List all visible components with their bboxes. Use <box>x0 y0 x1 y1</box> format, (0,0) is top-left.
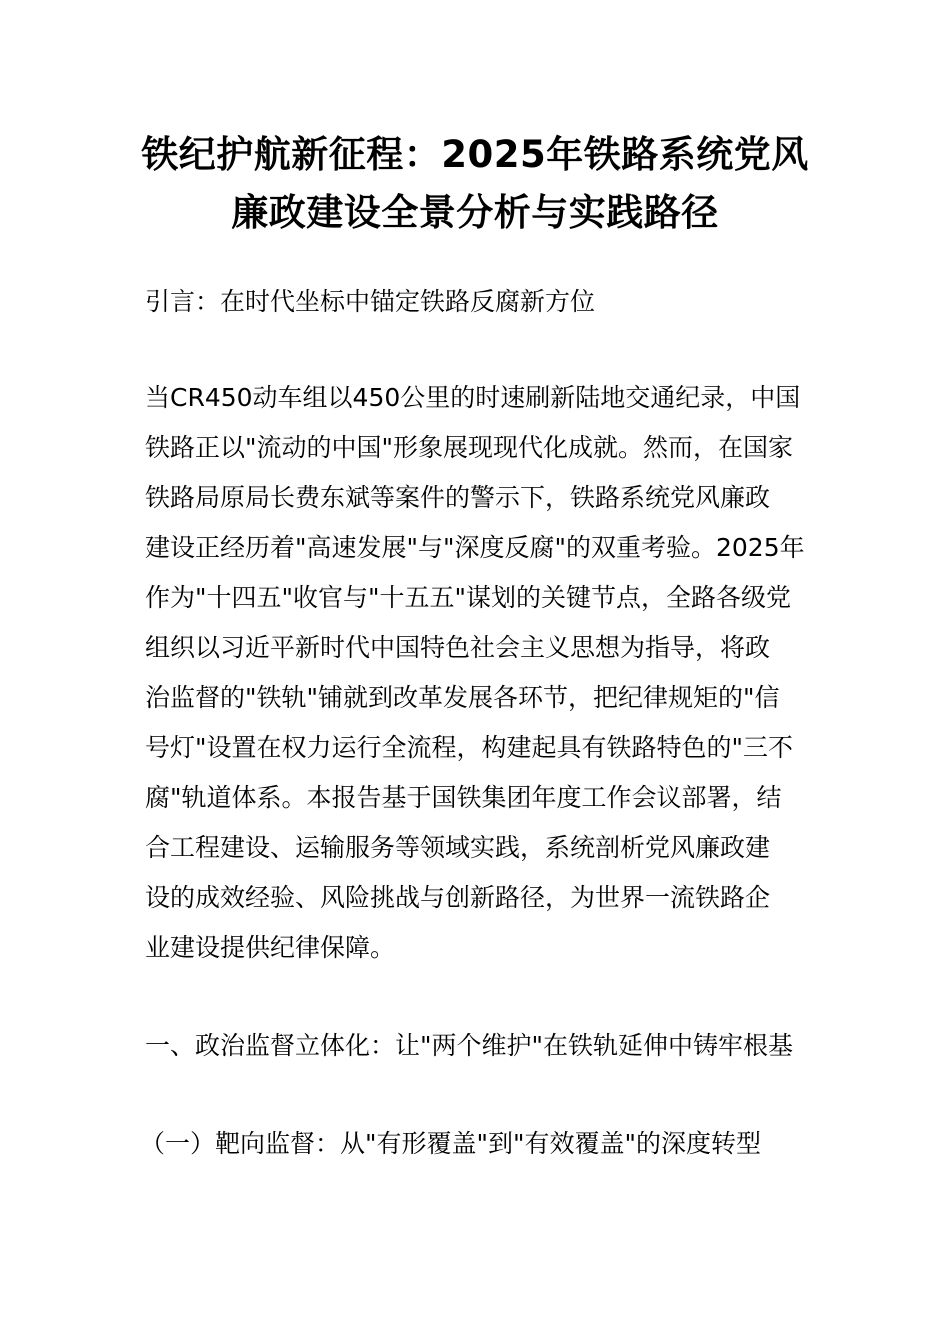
body-line: 治监督的"铁轨"铺就到改革发展各环节，把纪律规矩的"信 <box>145 683 780 712</box>
document-title-line-1: 铁纪护航新征程：2025年铁路系统党风 <box>141 133 809 176</box>
body-line: 腐"轨道体系。本报告基于国铁集团年度工作会议部署，结 <box>145 783 782 812</box>
body-line: 建设正经历着"高速发展"与"深度反腐"的双重考验。2025年 <box>145 533 805 562</box>
body-line: 作为"十四五"收官与"十五五"谋划的关键节点，全路各级党 <box>145 583 791 612</box>
subsection-heading: （一）靶向监督：从"有形覆盖"到"有效覆盖"的深度转型 <box>140 1129 761 1158</box>
body-line: 业建设提供纪律保障。 <box>145 933 396 962</box>
intro-heading: 引言：在时代坐标中锚定铁路反腐新方位 <box>145 287 596 316</box>
body-line: 设的成效经验、风险挑战与创新路径，为世界一流铁路企 <box>145 883 771 912</box>
section-heading: 一、政治监督立体化：让"两个维护"在铁轨延伸中铸牢根基 <box>145 1031 794 1060</box>
body-line: 当CR450动车组以450公里的时速刷新陆地交通纪录，中国 <box>145 383 801 412</box>
body-line: 组织以习近平新时代中国特色社会主义思想为指导，将政 <box>145 633 771 662</box>
document-title-line-2: 廉政建设全景分析与实践路径 <box>231 191 719 234</box>
body-line: 号灯"设置在权力运行全流程，构建起具有铁路特色的"三不 <box>145 733 794 762</box>
body-line: 铁路局原局长费东斌等案件的警示下，铁路系统党风廉政 <box>145 483 771 512</box>
body-line: 铁路正以"流动的中国"形象展现现代化成就。然而，在国家 <box>145 433 794 462</box>
body-line: 合工程建设、运输服务等领域实践，系统剖析党风廉政建 <box>145 833 771 862</box>
